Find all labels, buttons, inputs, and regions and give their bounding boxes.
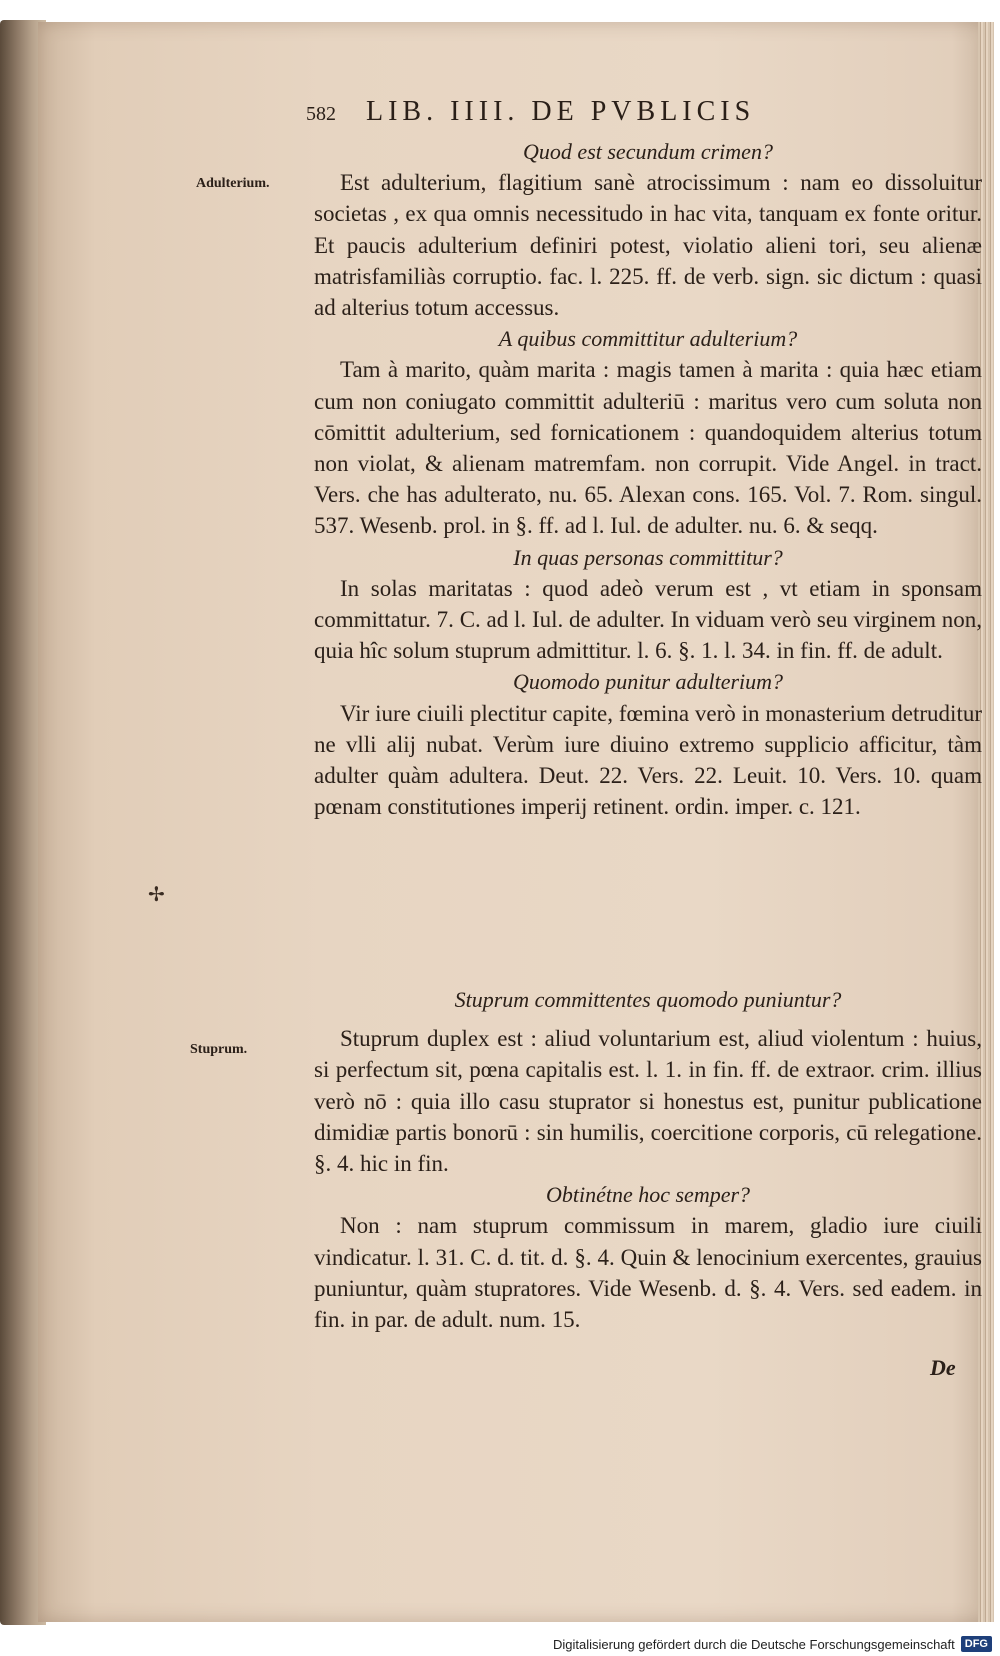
running-title: LIB. IIII. DE PVBLICIS [366, 96, 756, 127]
digitization-footer [0, 1632, 1000, 1656]
body-text-2 [314, 984, 982, 1335]
question-heading: Quomodo punitur adulterium? [512, 669, 784, 695]
answer-paragraph: Tam à marito, quàm marita : magis tamen à marita : quia hæc etiam cum non coniugato committit adulteriū : maritus vero cum soluta non cōmittit adulterium, sed fornicationem : quandoquidem alterius totum non violat, & alienam matremfam. non corrupit. Vide Angel. in tract. Vers. che has adulterato, nu. 65. Alexan cons. 165. Vol. 7. Rom. singul. 537. Wesenb. prol. in §. ff. ad l. Iul. de adulter. nu. 6. & seqq. [314, 357, 982, 539]
answer-paragraph: Non : nam stuprum commissum in marem, gladio iure ciuili vindicatur. l. 31. C. d. tit. d. §. 4. Quin & lenocinium exercentes, grauius puniuntur, quàm stupratores. Vide Wesenb. d. §. 4. Vers. sed eadem. in fin. in par. de adult. num. 15. [314, 1213, 982, 1333]
margin-note-adulterium: Adulterium. [196, 176, 270, 191]
body-text-1 [314, 136, 982, 822]
question-heading: In quas personas committitur? [513, 544, 783, 570]
question-heading: Obtinétne hoc semper? [545, 1182, 751, 1208]
answer-paragraph: Stuprum duplex est : aliud voluntarium est, aliud violentum : huius, si perfectum sit, pœna capitalis est. l. 1. in fin. ff. de extraor. crim. illius verò nō : quia illo casu stuprator si honestus est, punitur publicatione dimidiæ partis bonorū : sin humilis, coercitione corporis, cū relegatione. §. 4. hic in fin. [314, 1026, 982, 1177]
dfg-logo: DFG [961, 1636, 992, 1652]
margin-note-stuprum: Stuprum. [190, 1042, 248, 1057]
question-heading: Stuprum committentes quomodo puniuntur? [454, 987, 842, 1012]
footer-credit: Digitalisierung gefördert durch die Deutsche Forschungsgemeinschaft [552, 1636, 955, 1652]
marginal-mark: ✢ [148, 884, 165, 906]
question-heading: Quod est secundum crimen? [523, 139, 773, 164]
question-heading: A quibus committitur adulterium? [498, 326, 798, 352]
page-number: 582 [306, 103, 336, 125]
running-header [306, 96, 896, 128]
catchword: De [930, 1355, 956, 1380]
answer-paragraph: In solas maritatas : quod adeò verum est , vt etiam in sponsam committatur. 7. C. ad l. Iul. de adulter. In viduam verò seu virginem non, quia hîc solum stuprum admittitur. l. 6. §. 1. l. 34. in fin. ff. de adult. [314, 575, 982, 664]
answer-paragraph: Est adulterium, flagitium sanè atrocissimum : nam eo dissoluitur societas , ex qua omnis necessitudo in hac vita, tanquam ex fonte oritur. Et paucis adulterium definiri potest, violatio alieni tori, seu alienæ matrisfamiliàs corruptio. fac. l. 225. ff. de verb. sign. sic dictum : quasi ad alterius totum accessus. [314, 170, 982, 321]
answer-paragraph: Vir iure ciuili plectitur capite, fœmina verò in monasterium detruditur ne vlli alij nubat. Verùm iure diuino extremo supplicio afficitur, tàm adulter quàm adultera. Deut. 22. Vers. 22. Leuit. 10. Vers. 10. quam pœnam constitutiones imperij retinent. ordin. imper. c. 121. [314, 700, 982, 820]
